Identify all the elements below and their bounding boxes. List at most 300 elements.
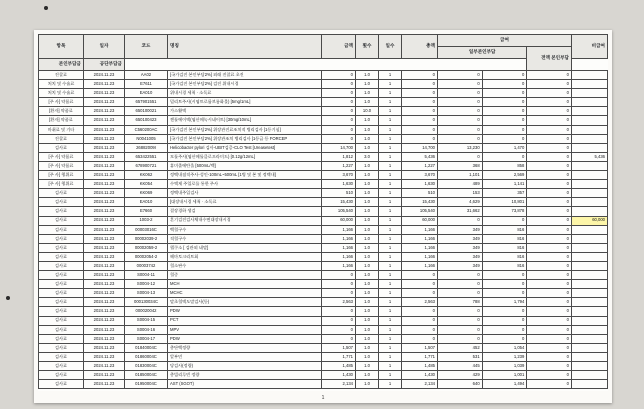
- cell-item: 검사료: [39, 316, 84, 325]
- cell-full-self: 0: [527, 216, 572, 225]
- cell-total: 1,771: [402, 352, 438, 361]
- cell-insurer-burden: 1,141: [482, 180, 527, 189]
- document-sheet: [38, 34, 608, 391]
- th-insurer-burden: 공단부담금: [84, 59, 125, 71]
- cell-total: 0: [402, 71, 438, 80]
- cell-total: 1,430: [402, 371, 438, 380]
- table-row: [39, 207, 608, 216]
- cell-name: Helicobacter pylori 검사-UBIT검증-CLO Test [Ureasetest]: [168, 143, 322, 152]
- cell-total: 2,563: [402, 298, 438, 307]
- cell-code: 01860004C: [125, 352, 168, 361]
- cell-self-burden: 349: [438, 225, 483, 234]
- cell-count: 1.0: [356, 298, 379, 307]
- th-code: 코드: [125, 35, 168, 59]
- cell-total: 0: [402, 289, 438, 298]
- table-row: [39, 152, 608, 161]
- cell-self-burden: 0: [438, 216, 483, 225]
- cell-item: 검사료: [39, 280, 84, 289]
- cell-total: 0: [402, 325, 438, 334]
- cell-non-payment: [572, 89, 608, 98]
- cell-date: 2024.11.23: [84, 298, 125, 307]
- cell-days: 1: [379, 325, 402, 334]
- cell-insurer-burden: 816: [482, 234, 527, 243]
- cell-item: 검사료: [39, 371, 84, 380]
- cell-full-self: 0: [527, 316, 572, 325]
- cell-insurer-burden: 10,801: [482, 198, 527, 207]
- cell-item: 마취료 및 기타: [39, 125, 84, 134]
- cell-insurer-burden: 0: [482, 280, 527, 289]
- table-row: [39, 107, 608, 116]
- table-row: [39, 325, 608, 334]
- cell-insurer-burden: 0: [482, 116, 527, 125]
- cell-name: [국가검진 본인부담2%] 검진 위내시경: [168, 80, 322, 89]
- cell-code: 01950004C: [125, 380, 168, 389]
- cell-insurer-burden: 0: [482, 334, 527, 343]
- th-amount: 금액: [322, 35, 356, 59]
- cell-self-burden: 349: [438, 261, 483, 270]
- cell-non-payment: [572, 271, 608, 280]
- cell-total: 1,166: [402, 261, 438, 270]
- cell-code: S0004-11: [125, 271, 168, 280]
- cell-self-burden: 0: [438, 89, 483, 98]
- cell-name: 정맥내주입검사: [168, 189, 322, 198]
- cell-full-self: 0: [527, 298, 572, 307]
- cell-count: 1.0: [356, 362, 379, 371]
- cell-days: 1: [379, 343, 402, 352]
- cell-name: [국가검진 본인부담2%] 위장관진료조치적 병리검사 [1등기심]: [168, 125, 322, 134]
- cell-date: 2024.11.23: [84, 362, 125, 371]
- th-self-burden: 본인부담금: [39, 59, 84, 71]
- cell-insurer-burden: 816: [482, 225, 527, 234]
- table-row: [39, 343, 608, 352]
- cell-days: 1: [379, 371, 402, 380]
- cell-total: 1,166: [402, 243, 438, 252]
- cell-date: 2024.11.23: [84, 80, 125, 89]
- cell-count: 1.0: [356, 161, 379, 170]
- cell-full-self: 0: [527, 180, 572, 189]
- cell-insurer-burden: 816: [482, 261, 527, 270]
- table-row: [39, 134, 608, 143]
- cell-code: 01840004C: [125, 343, 168, 352]
- cell-days: 1: [379, 71, 402, 80]
- cell-full-self: 0: [527, 261, 572, 270]
- cell-name: 수액제 주입로를 통한 주사: [168, 180, 322, 189]
- cell-item: 검사료: [39, 298, 84, 307]
- cell-insurer-burden: 1,001: [482, 371, 527, 380]
- cell-code: 000020042: [125, 307, 168, 316]
- cell-full-self: 0: [527, 143, 572, 152]
- cell-non-payment: [572, 334, 608, 343]
- cell-insurer-burden: 0: [482, 316, 527, 325]
- cell-days: 1: [379, 89, 402, 98]
- cell-total: 60,000: [402, 216, 438, 225]
- table-row: [39, 89, 608, 98]
- cell-full-self: 0: [527, 98, 572, 107]
- cell-code: E7660: [125, 207, 168, 216]
- cell-code: AA02: [125, 71, 168, 80]
- cell-item: 처치 및 수술료: [39, 80, 84, 89]
- cell-non-payment: [572, 143, 608, 152]
- cell-full-self: 0: [527, 189, 572, 198]
- cell-non-payment: [572, 116, 608, 125]
- cell-name: 젠틀에이액(염산메녹시네이트) [30mg/10mL]: [168, 116, 322, 125]
- cell-count: 1.0: [356, 143, 379, 152]
- table-row: [39, 161, 608, 170]
- cell-non-payment: [572, 198, 608, 207]
- cell-name: 총단백정량: [168, 343, 322, 352]
- cell-date: 2024.11.23: [84, 289, 125, 298]
- table-row: [39, 116, 608, 125]
- th-item: 항목: [39, 35, 84, 59]
- cell-count: 1.0: [356, 289, 379, 298]
- cell-non-payment: [572, 80, 608, 89]
- cell-name: 적혈구수: [168, 234, 322, 243]
- cell-days: 1: [379, 134, 402, 143]
- cell-self-burden: 788: [438, 298, 483, 307]
- cell-days: 1: [379, 216, 402, 225]
- cell-code: S0004-16: [125, 325, 168, 334]
- table-row: [39, 189, 608, 198]
- billing-detail-table: [38, 34, 608, 389]
- cell-item: 검사료: [39, 271, 84, 280]
- cell-full-self: 0: [527, 125, 572, 134]
- cell-date: 2024.11.23: [84, 307, 125, 316]
- cell-item: 검사료: [39, 143, 84, 152]
- cell-total: 105,540: [402, 207, 438, 216]
- cell-count: 1.0: [356, 198, 379, 207]
- cell-code: S0004-13: [125, 289, 168, 298]
- cell-self-burden: 153: [438, 189, 483, 198]
- cell-code: S0004-12: [125, 280, 168, 289]
- cell-item: [환자] 약품료: [39, 107, 84, 116]
- cell-amount: 0: [322, 334, 356, 343]
- cell-self-burden: 0: [438, 134, 483, 143]
- table-row: [39, 307, 608, 316]
- cell-days: 1: [379, 143, 402, 152]
- cell-self-burden: 31,662: [438, 207, 483, 216]
- cell-days: 1: [379, 116, 402, 125]
- cell-code: 1003-2: [125, 216, 168, 225]
- cell-item: [주 사] 약품료: [39, 152, 84, 161]
- table-row: [39, 261, 608, 270]
- cell-item: 검사료: [39, 289, 84, 298]
- cell-days: 1: [379, 252, 402, 261]
- cell-non-payment: [572, 107, 608, 116]
- cell-full-self: 0: [527, 116, 572, 125]
- cell-full-self: 0: [527, 198, 572, 207]
- cell-name: 휴미졸에탄올 [500mL/백]: [168, 161, 322, 170]
- cell-self-burden: 13,230: [438, 143, 483, 152]
- cell-name: PDW: [168, 307, 322, 316]
- cell-days: 1: [379, 225, 402, 234]
- cell-full-self: 0: [527, 343, 572, 352]
- cell-name: [국가검진 본인부담2%] 외래 진찰료 초진: [168, 71, 322, 80]
- cell-amount: 3,670: [322, 171, 356, 180]
- cell-self-burden: 429: [438, 371, 483, 380]
- cell-amount: 1,227: [322, 161, 356, 170]
- cell-count: 1.0: [356, 116, 379, 125]
- cell-code: C560200AC: [125, 125, 168, 134]
- cell-days: 1: [379, 261, 402, 270]
- cell-days: 1: [379, 107, 402, 116]
- cell-code: KK054: [125, 180, 168, 189]
- cell-days: 1: [379, 234, 402, 243]
- cell-full-self: 0: [527, 161, 572, 170]
- cell-amount: 0: [322, 307, 356, 316]
- cell-days: 1: [379, 180, 402, 189]
- cell-item: 진찰료: [39, 134, 84, 143]
- cell-count: 1.0: [356, 343, 379, 352]
- cell-days: 1: [379, 271, 402, 280]
- cell-self-burden: 531: [438, 352, 483, 361]
- cell-count: 1.0: [356, 380, 379, 389]
- cell-name: 총빌리루빈 정량: [168, 371, 322, 380]
- cell-days: 1: [379, 280, 402, 289]
- cell-date: 2024.11.23: [84, 71, 125, 80]
- cell-full-self: 0: [527, 252, 572, 261]
- cell-date: 2024.11.23: [84, 171, 125, 180]
- cell-amount: 0: [322, 116, 356, 125]
- cell-self-burden: 640: [438, 380, 483, 389]
- cell-count: 1.0: [356, 89, 379, 98]
- cell-code: S0004-17: [125, 334, 168, 343]
- th-count: 횟수: [356, 35, 379, 59]
- cell-amount: 1,771: [322, 352, 356, 361]
- cell-code: E7611: [125, 80, 168, 89]
- cell-name: [대장내시경 세척 · 소독료: [168, 198, 322, 207]
- cell-insurer-burden: 0: [482, 134, 527, 143]
- table-row: [39, 271, 608, 280]
- cell-days: 1: [379, 352, 402, 361]
- cell-amount: 1,630: [322, 180, 356, 189]
- cell-code: 000130034C: [125, 298, 168, 307]
- cell-insurer-burden: 1,054: [482, 343, 527, 352]
- cell-count: 3.0: [356, 152, 379, 161]
- cell-name: 알부민: [168, 352, 322, 361]
- cell-date: 2024.11.23: [84, 207, 125, 216]
- cell-self-burden: 0: [438, 152, 483, 161]
- cell-item: 검사료: [39, 189, 84, 198]
- cell-insurer-burden: 858: [482, 161, 527, 170]
- cell-name: 가스활액: [168, 107, 322, 116]
- cell-self-burden: 0: [438, 289, 483, 298]
- cell-count: 1.0: [356, 189, 379, 198]
- cell-total: 1,630: [402, 180, 438, 189]
- cell-amount: 0: [322, 89, 356, 98]
- cell-amount: 0: [322, 98, 356, 107]
- cell-full-self: 0: [527, 234, 572, 243]
- cell-count: 1.0: [356, 352, 379, 361]
- cell-amount: 1,812: [322, 152, 356, 161]
- cell-days: 1: [379, 380, 402, 389]
- table-row: [39, 216, 608, 225]
- cell-days: 1: [379, 334, 402, 343]
- cell-insurer-burden: 0: [482, 98, 527, 107]
- cell-full-self: 0: [527, 362, 572, 371]
- cell-total: 0: [402, 334, 438, 343]
- cell-date: 2024.11.23: [84, 116, 125, 125]
- cell-total: 5,436: [402, 152, 438, 161]
- cell-insurer-burden: 816: [482, 252, 527, 261]
- cell-name: PCT: [168, 316, 322, 325]
- cell-amount: 0: [322, 71, 356, 80]
- cell-non-payment: [572, 325, 608, 334]
- cell-non-payment: 5,436: [572, 152, 608, 161]
- cell-code: EA010: [125, 89, 168, 98]
- cell-code: 00003016C: [125, 225, 168, 234]
- cell-item: 검사료: [39, 225, 84, 234]
- cell-days: 1: [379, 98, 402, 107]
- cell-self-burden: 452: [438, 343, 483, 352]
- cell-name: 정맥내점적주사-성인-100mL~500mL [1병 및 본 및 정맥내]: [168, 171, 322, 180]
- cell-count: 1.0: [356, 325, 379, 334]
- cell-non-payment: [572, 261, 608, 270]
- cell-amount: 1,485: [322, 362, 356, 371]
- cell-self-burden: 0: [438, 271, 483, 280]
- cell-total: 510: [402, 189, 438, 198]
- cell-non-payment: [572, 161, 608, 170]
- cell-name: AST (SGOT): [168, 380, 322, 389]
- cell-item: 검사료: [39, 216, 84, 225]
- cell-code: 653422551: [125, 152, 168, 161]
- cell-non-payment: [572, 298, 608, 307]
- cell-date: 2024.11.23: [84, 198, 125, 207]
- cell-self-burden: 368: [438, 161, 483, 170]
- cell-insurer-burden: 0: [482, 125, 527, 134]
- cell-non-payment: [572, 98, 608, 107]
- table-row: [39, 198, 608, 207]
- cell-name: MCHC: [168, 289, 322, 298]
- cell-item: 검사료: [39, 343, 84, 352]
- cell-self-burden: 0: [438, 125, 483, 134]
- cell-code: EA010: [125, 198, 168, 207]
- cell-total: 1,166: [402, 234, 438, 243]
- cell-date: 2024.11.23: [84, 271, 125, 280]
- cell-item: 진찰료: [39, 71, 84, 80]
- cell-name: 당검사(정량): [168, 362, 322, 371]
- cell-amount: 0: [322, 107, 356, 116]
- cell-date: 2024.11.23: [84, 107, 125, 116]
- th-name: 명칭: [168, 35, 322, 59]
- cell-date: 2024.11.23: [84, 252, 125, 261]
- cell-item: [주 사] 약품료: [39, 161, 84, 170]
- cell-total: 0: [402, 271, 438, 280]
- cell-code: 00002054-2: [125, 252, 168, 261]
- cell-item: 검사료: [39, 207, 84, 216]
- cell-non-payment: [572, 316, 608, 325]
- cell-total: 1,166: [402, 252, 438, 261]
- cell-amount: 1,166: [322, 225, 356, 234]
- cell-item: 검사료: [39, 198, 84, 207]
- cell-item: [환자] 약품료: [39, 116, 84, 125]
- cell-count: 1.0: [356, 207, 379, 216]
- cell-date: 2024.11.23: [84, 189, 125, 198]
- cell-date: 2024.11.23: [84, 325, 125, 334]
- cell-item: 검사료: [39, 362, 84, 371]
- cell-total: 15,430: [402, 198, 438, 207]
- cell-amount: 1,166: [322, 234, 356, 243]
- cell-code: 26882009I: [125, 143, 168, 152]
- cell-count: 1.0: [356, 334, 379, 343]
- cell-code: 650100021: [125, 107, 168, 116]
- table-row: [39, 298, 608, 307]
- cell-date: 2024.11.23: [84, 161, 125, 170]
- cell-full-self: 0: [527, 307, 572, 316]
- cell-days: 1: [379, 80, 402, 89]
- cell-name: 밀리트주사(시염트로륨브롬화물) [5mg/1mL]: [168, 98, 322, 107]
- cell-name: 모톨주사(염산메톨클로프라미드) [0.12g/12mL]: [168, 152, 322, 161]
- cell-full-self: 0: [527, 107, 572, 116]
- cell-self-burden: 0: [438, 334, 483, 343]
- cell-non-payment: [572, 252, 608, 261]
- table-row: [39, 80, 608, 89]
- cell-self-burden: 0: [438, 280, 483, 289]
- cell-count: 1.0: [356, 234, 379, 243]
- cell-code: 00003742: [125, 261, 168, 270]
- cell-count: 1.0: [356, 280, 379, 289]
- cell-count: 1.0: [356, 125, 379, 134]
- cell-date: 2024.11.23: [84, 380, 125, 389]
- cell-amount: 0: [322, 80, 356, 89]
- page-number: 1: [321, 395, 325, 401]
- cell-full-self: 0: [527, 380, 572, 389]
- cell-code: KK069: [125, 189, 168, 198]
- cell-self-burden: 1,101: [438, 171, 483, 180]
- cell-full-self: 0: [527, 80, 572, 89]
- cell-date: 2024.11.23: [84, 243, 125, 252]
- cell-days: 1: [379, 189, 402, 198]
- cell-total: 0: [402, 280, 438, 289]
- cell-item: 검사료: [39, 380, 84, 389]
- cell-item: 검사료: [39, 334, 84, 343]
- cell-amount: 1,507: [322, 343, 356, 352]
- cell-days: 1: [379, 171, 402, 180]
- cell-days: 1: [379, 125, 402, 134]
- cell-full-self: 0: [527, 152, 572, 161]
- cell-name: 위내시경 세척 · 소독료: [168, 89, 322, 98]
- cell-amount: 1,430: [322, 371, 356, 380]
- cell-full-self: 0: [527, 334, 572, 343]
- th-total: 총액: [402, 35, 438, 59]
- cell-amount: 1,166: [322, 252, 356, 261]
- cell-non-payment: [572, 343, 608, 352]
- cell-non-payment: [572, 234, 608, 243]
- cell-date: 2024.11.23: [84, 98, 125, 107]
- cell-full-self: 0: [527, 225, 572, 234]
- cell-self-burden: 445: [438, 362, 483, 371]
- cell-days: 1: [379, 207, 402, 216]
- cell-insurer-burden: 1,794: [482, 298, 527, 307]
- cell-count: 1.0: [356, 243, 379, 252]
- cell-name: PDW: [168, 334, 322, 343]
- table-body: [39, 71, 608, 389]
- table-row: [39, 171, 608, 180]
- cell-non-payment: [572, 352, 608, 361]
- cell-total: 1,227: [402, 161, 438, 170]
- cell-count: 1.0: [356, 216, 379, 225]
- cell-full-self: 0: [527, 89, 572, 98]
- cell-full-self: 0: [527, 352, 572, 361]
- cell-insurer-burden: 0: [482, 80, 527, 89]
- table-row: [39, 371, 608, 380]
- cell-count: 1.0: [356, 271, 379, 280]
- cell-non-payment: [572, 189, 608, 198]
- cell-count: 1.0: [356, 225, 379, 234]
- cell-days: 1: [379, 161, 402, 170]
- cell-item: 검사료: [39, 252, 84, 261]
- cell-item: [주 사] 행위료: [39, 180, 84, 189]
- cell-date: 2024.11.23: [84, 334, 125, 343]
